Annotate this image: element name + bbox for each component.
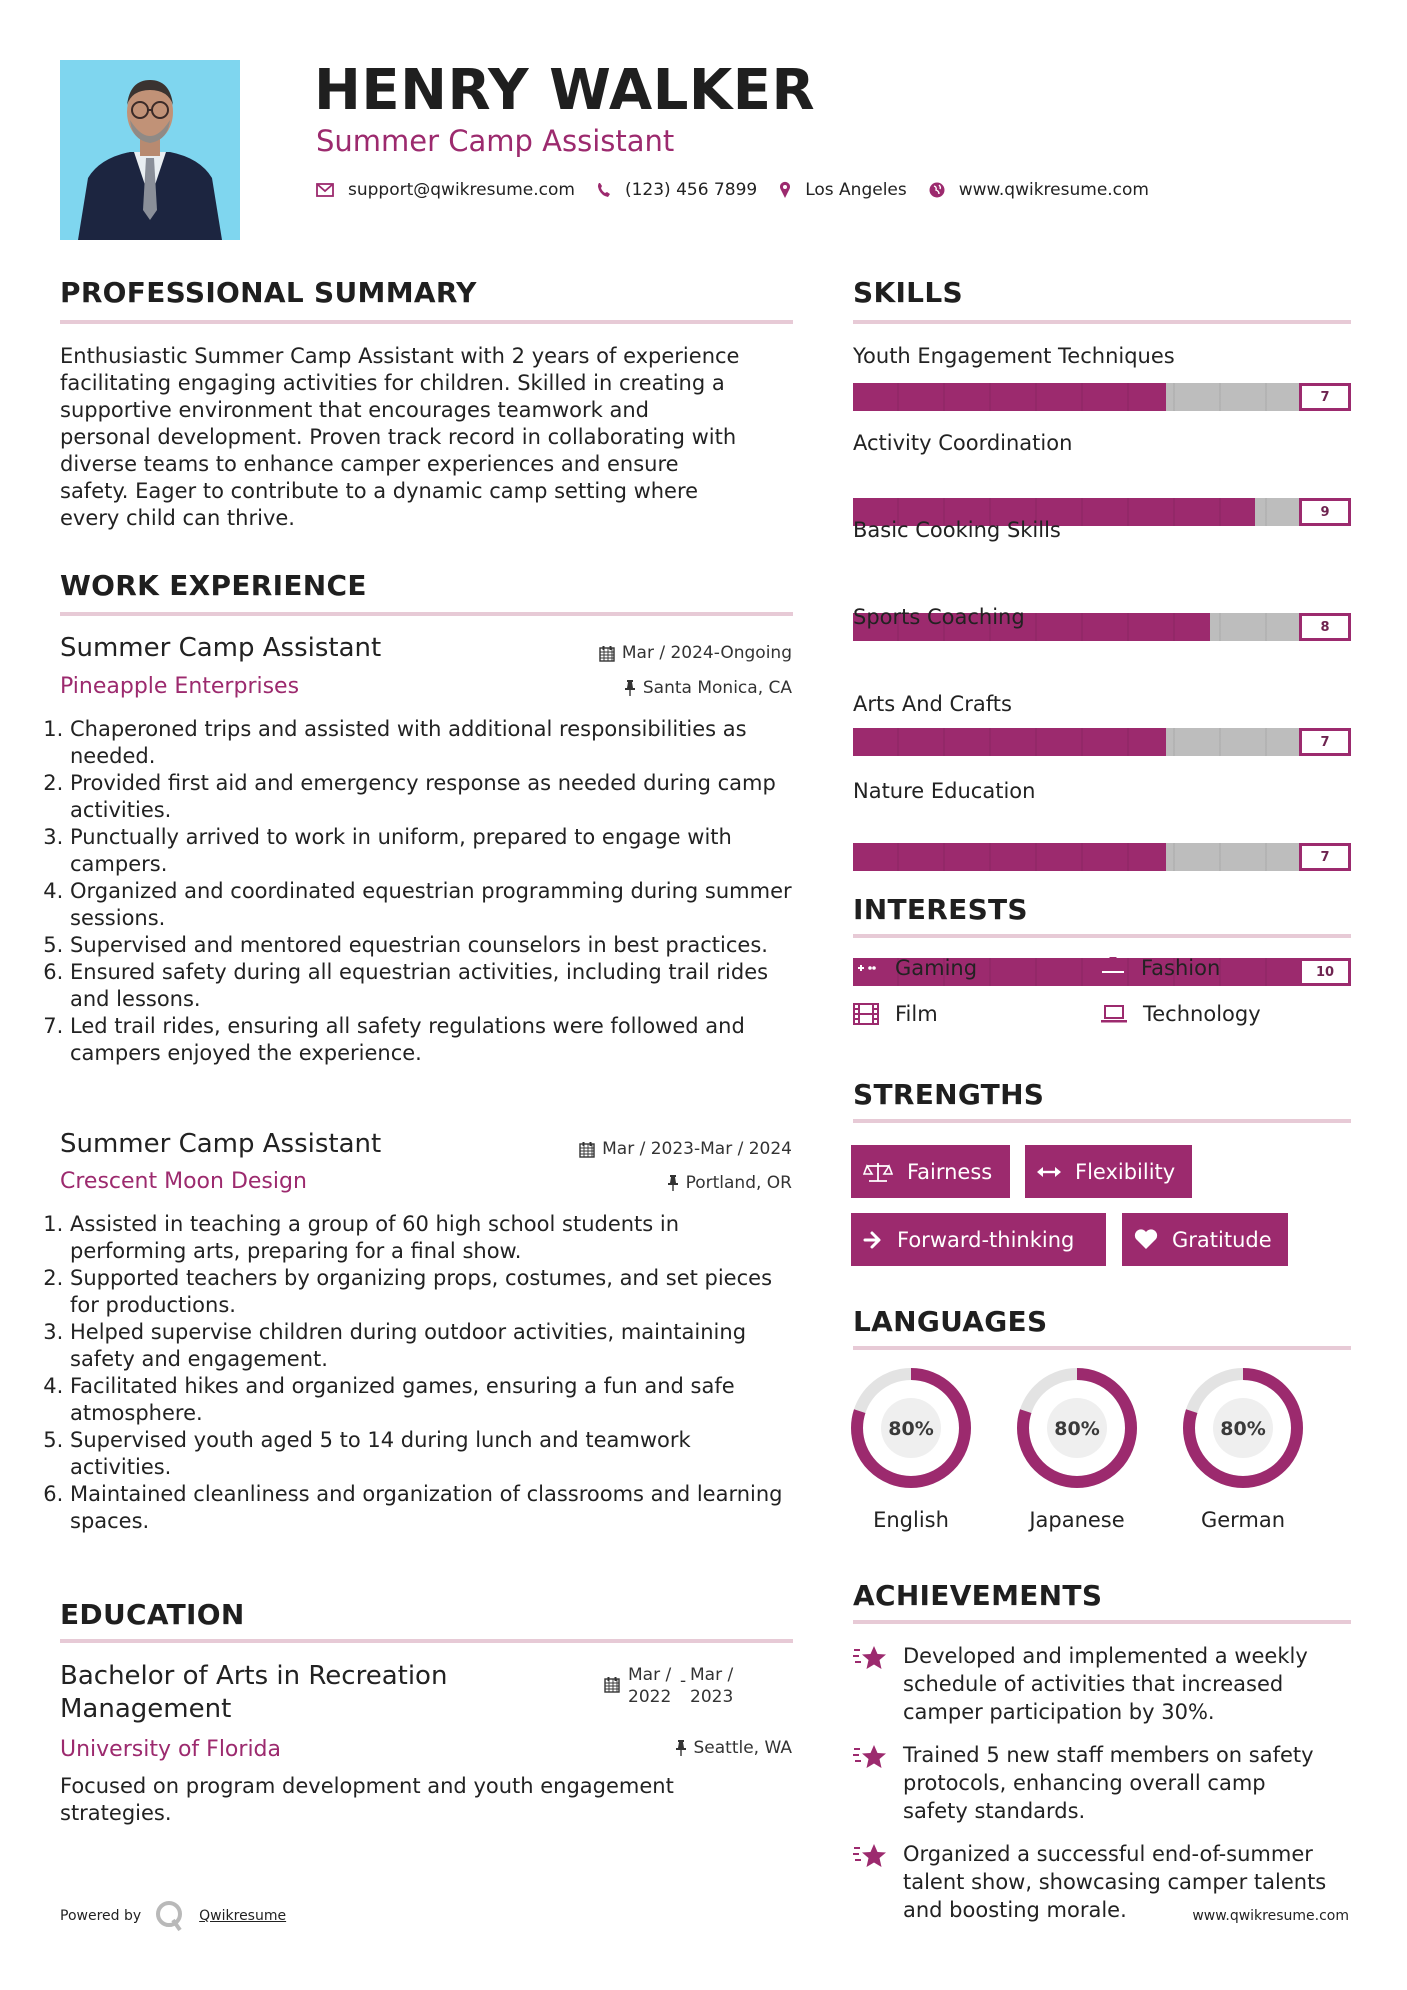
arrows-horizontal-icon bbox=[1037, 1165, 1061, 1179]
job-location-text: Santa Monica, CA bbox=[642, 678, 792, 698]
section-title-education: EDUCATION bbox=[60, 1598, 245, 1631]
education-description bbox=[60, 1773, 800, 1827]
qwikresume-logo-icon bbox=[155, 1900, 185, 1932]
job-bullet: 6. Maintained cleanliness and organization of classrooms and learning spaces. bbox=[70, 1481, 797, 1535]
laptop-icon bbox=[1101, 1004, 1127, 1024]
section-divider bbox=[853, 934, 1351, 938]
language-donut bbox=[849, 1366, 973, 1490]
skill-name: Arts And Crafts bbox=[853, 692, 1012, 716]
pushpin-icon bbox=[667, 1174, 679, 1192]
description-line: Focused on program development and youth engagement bbox=[60, 1774, 674, 1798]
section-divider bbox=[853, 1119, 1351, 1123]
map-pin-icon bbox=[779, 181, 791, 199]
gamepad-icon bbox=[853, 960, 879, 976]
job-location-text: Portland, OR bbox=[685, 1173, 792, 1193]
job-bullet: 1. Chaperoned trips and assisted with additional responsibilities as needed. bbox=[70, 716, 797, 770]
skill-meter bbox=[853, 383, 1351, 411]
interest-label: Fashion bbox=[1141, 956, 1221, 980]
profile-photo bbox=[60, 60, 240, 240]
job-dates bbox=[579, 1139, 792, 1159]
description-line: strategies. bbox=[60, 1801, 172, 1825]
interest-item bbox=[853, 956, 977, 980]
job-bullet: 6. Ensured safety during all equestrian activities, including trail rides and lessons. bbox=[70, 959, 797, 1013]
contact-website[interactable] bbox=[929, 180, 1149, 200]
arrow-right-icon bbox=[863, 1230, 883, 1250]
job-dates-text: Mar / 2023-Mar / 2024 bbox=[602, 1139, 792, 1159]
summary-line: safety. Eager to contribute to a dynamic camp setting where bbox=[60, 479, 699, 503]
shooting-star-icon bbox=[853, 1842, 887, 1870]
section-title-experience: WORK EXPERIENCE bbox=[60, 569, 367, 602]
achievement-line: Trained 5 new staff members on safety bbox=[903, 1743, 1314, 1767]
skill-fill bbox=[853, 843, 1166, 871]
language-name: Japanese bbox=[1029, 1508, 1125, 1532]
contact-email[interactable] bbox=[316, 180, 575, 200]
job-location bbox=[667, 1173, 792, 1193]
summary-line: personal development. Proven track record in collaborating with bbox=[60, 425, 737, 449]
achievement-line: safety standards. bbox=[903, 1799, 1086, 1823]
strength-chip bbox=[851, 1145, 1010, 1198]
end-month: Mar / bbox=[690, 1665, 734, 1685]
section-divider bbox=[853, 1620, 1351, 1624]
skill-value: 7 bbox=[1299, 728, 1351, 756]
skill-fill bbox=[853, 728, 1166, 756]
job-bullet: 7. Led trail rides, ensuring all safety regulations were followed and campers enjoyed the experience. bbox=[70, 1013, 797, 1067]
achievement-line: schedule of activities that increased bbox=[903, 1672, 1284, 1696]
end-year: 2023 bbox=[690, 1687, 734, 1707]
strength-label: Flexibility bbox=[1075, 1159, 1176, 1184]
skill-meter bbox=[853, 843, 1351, 871]
language-name: English bbox=[873, 1508, 949, 1532]
interest-label: Gaming bbox=[895, 956, 978, 980]
person-portrait-icon bbox=[60, 60, 240, 240]
summary-line: diverse teams to enhance camper experiences and ensure bbox=[60, 452, 679, 476]
location-text: Los Angeles bbox=[805, 180, 907, 200]
candidate-title: Summer Camp Assistant bbox=[316, 124, 675, 158]
degree-line: Bachelor of Arts in Recreation bbox=[60, 1661, 448, 1691]
job-company: Pineapple Enterprises bbox=[60, 674, 300, 699]
candidate-name: HENRY WALKER bbox=[314, 58, 816, 123]
degree-line: Management bbox=[60, 1694, 232, 1724]
skill-meter bbox=[853, 728, 1351, 756]
strength-label: Fairness bbox=[907, 1159, 993, 1184]
globe-icon bbox=[929, 182, 945, 198]
job-role: Summer Camp Assistant bbox=[60, 1129, 382, 1159]
interest-label: Film bbox=[895, 1002, 938, 1026]
language-item bbox=[849, 1366, 973, 1532]
section-title-summary: PROFESSIONAL SUMMARY bbox=[60, 276, 477, 309]
job-bullets bbox=[52, 1211, 797, 1535]
language-item bbox=[1181, 1366, 1305, 1532]
job-bullet: 3. Punctually arrived to work in uniform, prepared to engage with campers. bbox=[70, 824, 797, 878]
achievement-line: Organized a successful end-of-summer bbox=[903, 1842, 1313, 1866]
achievement-line: camper participation by 30%. bbox=[903, 1700, 1215, 1724]
section-title-strengths: STRENGTHS bbox=[853, 1078, 1045, 1111]
achievement-text bbox=[903, 1741, 1314, 1825]
interest-item bbox=[1101, 1002, 1261, 1026]
pushpin-icon bbox=[675, 1739, 687, 1757]
section-title-skills: SKILLS bbox=[853, 276, 963, 309]
education-location bbox=[675, 1738, 793, 1758]
contact-bar bbox=[316, 180, 1171, 200]
achievement-line: and boosting morale. bbox=[903, 1898, 1127, 1922]
strength-chip bbox=[1025, 1145, 1192, 1198]
heart-icon bbox=[1134, 1229, 1158, 1250]
interest-item bbox=[853, 1002, 938, 1026]
job-bullets bbox=[52, 716, 797, 1067]
job-role: Summer Camp Assistant bbox=[60, 633, 382, 663]
strength-chip bbox=[1122, 1213, 1288, 1266]
balance-scale-icon bbox=[863, 1161, 893, 1183]
job-company: Crescent Moon Design bbox=[60, 1169, 307, 1194]
job-location bbox=[624, 678, 792, 698]
job-dates bbox=[599, 643, 792, 663]
job-bullet: 4. Organized and coordinated equestrian programming during summer sessions. bbox=[70, 878, 797, 932]
summary-line: supportive environment that encourages teamwork and bbox=[60, 398, 650, 422]
job-bullet: 5. Supervised youth aged 5 to 14 during lunch and teamwork activities. bbox=[70, 1427, 797, 1481]
skill-value: 7 bbox=[1299, 843, 1351, 871]
calendar-icon bbox=[599, 645, 615, 662]
pushpin-icon bbox=[624, 679, 636, 697]
powered-by-text: Powered by bbox=[60, 1908, 142, 1924]
skill-value: 8 bbox=[1299, 613, 1351, 641]
skill-value: 9 bbox=[1299, 498, 1351, 526]
start-month: Mar / bbox=[628, 1665, 672, 1685]
job-dates-text: Mar / 2024-Ongoing bbox=[621, 643, 792, 663]
job-bullet: 2. Provided first aid and emergency response as needed during camp activities. bbox=[70, 770, 797, 824]
summary-line: Enthusiastic Summer Camp Assistant with 2 years of experience bbox=[60, 344, 740, 368]
interest-item bbox=[1101, 956, 1220, 980]
education-dates bbox=[604, 1664, 733, 1708]
calendar-icon bbox=[579, 1141, 595, 1158]
degree bbox=[60, 1660, 447, 1726]
film-icon bbox=[853, 1003, 879, 1025]
strength-label: Gratitude bbox=[1172, 1227, 1272, 1252]
qwikresume-link[interactable]: Qwikresume bbox=[199, 1908, 287, 1924]
phone-text: (123) 456 7899 bbox=[624, 180, 758, 200]
achievement-item bbox=[853, 1741, 1353, 1825]
date-separator: - bbox=[680, 1671, 687, 1691]
job-bullet: 1. Assisted in teaching a group of 60 high school students in performing arts, preparing for a final show. bbox=[70, 1211, 797, 1265]
summary-line: every child can thrive. bbox=[60, 506, 295, 530]
skill-name: Youth Engagement Techniques bbox=[853, 344, 1175, 368]
job-bullet: 2. Supported teachers by organizing props, costumes, and set pieces for productions. bbox=[70, 1265, 797, 1319]
shooting-star-icon bbox=[853, 1644, 887, 1672]
section-title-achievements: ACHIEVEMENTS bbox=[853, 1579, 1103, 1612]
section-divider bbox=[853, 1346, 1351, 1350]
section-divider bbox=[60, 320, 793, 324]
skill-name: Sports Coaching bbox=[853, 605, 1025, 629]
start-year: 2022 bbox=[628, 1687, 672, 1707]
strength-label: Forward-thinking bbox=[897, 1227, 1075, 1252]
job-bullet: 5. Supervised and mentored equestrian counselors in best practices. bbox=[70, 932, 797, 959]
language-percent: 80% bbox=[1054, 1418, 1100, 1440]
education-location-text: Seattle, WA bbox=[693, 1738, 792, 1758]
school-name: University of Florida bbox=[60, 1737, 281, 1762]
start-date bbox=[628, 1664, 680, 1708]
envelope-icon bbox=[316, 183, 334, 197]
language-donut bbox=[1181, 1366, 1305, 1490]
language-percent: 80% bbox=[1220, 1418, 1266, 1440]
achievement-line: talent show, showcasing camper talents bbox=[903, 1870, 1327, 1894]
contact-location bbox=[779, 180, 907, 200]
shopping-bag-icon bbox=[1101, 957, 1125, 979]
calendar-icon bbox=[604, 1676, 620, 1693]
footer-website[interactable]: www.qwikresume.com bbox=[1192, 1908, 1349, 1924]
section-divider bbox=[60, 612, 793, 616]
section-divider bbox=[60, 1639, 793, 1643]
end-date bbox=[690, 1664, 733, 1708]
language-donut bbox=[1015, 1366, 1139, 1490]
shooting-star-icon bbox=[853, 1743, 887, 1771]
skill-value: 10 bbox=[1299, 958, 1351, 986]
email-text: support@qwikresume.com bbox=[348, 180, 575, 200]
interest-label: Technology bbox=[1143, 1002, 1261, 1026]
skill-name: Nature Education bbox=[853, 779, 1036, 803]
job-bullet: 3. Helped supervise children during outdoor activities, maintaining safety and engagement. bbox=[70, 1319, 797, 1373]
section-title-interests: INTERESTS bbox=[853, 893, 1028, 926]
summary-line: facilitating engaging activities for children. Skilled in creating a bbox=[60, 371, 725, 395]
language-item bbox=[1015, 1366, 1139, 1532]
skill-name: Basic Cooking Skills bbox=[853, 518, 1061, 542]
website-text: www.qwikresume.com bbox=[958, 180, 1149, 200]
job-bullet: 4. Facilitated hikes and organized games, ensuring a fun and safe atmosphere. bbox=[70, 1373, 797, 1427]
section-title-languages: LANGUAGES bbox=[853, 1305, 1048, 1338]
contact-phone[interactable] bbox=[597, 180, 757, 200]
achievement-line: protocols, enhancing overall camp bbox=[903, 1771, 1266, 1795]
skill-value: 7 bbox=[1299, 383, 1351, 411]
skill-fill bbox=[853, 383, 1166, 411]
language-percent: 80% bbox=[888, 1418, 934, 1440]
strength-chip bbox=[851, 1213, 1106, 1266]
phone-icon bbox=[597, 182, 611, 198]
achievement-text bbox=[903, 1642, 1308, 1726]
section-divider bbox=[853, 320, 1351, 324]
achievement-item bbox=[853, 1642, 1353, 1726]
achievement-line: Developed and implemented a weekly bbox=[903, 1644, 1308, 1668]
powered-by bbox=[60, 1900, 286, 1932]
language-name: German bbox=[1200, 1508, 1286, 1532]
summary-text bbox=[60, 343, 800, 532]
skill-name: Activity Coordination bbox=[853, 431, 1073, 455]
